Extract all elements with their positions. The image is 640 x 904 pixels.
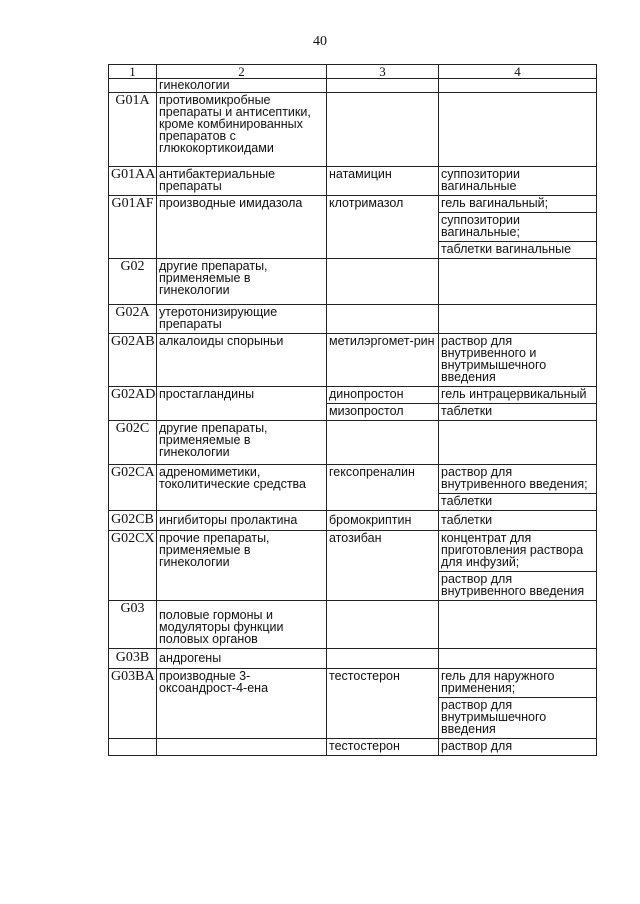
table-row: [109, 167, 597, 196]
drug-cell: [327, 421, 439, 465]
form-cell: суппозитории вагинальные;: [439, 213, 597, 242]
page-number: 40: [313, 34, 327, 49]
table-row: [109, 601, 597, 649]
drug-cell: тестостерон: [327, 739, 439, 756]
code-cell: G02A: [109, 305, 157, 334]
table-row: [109, 669, 597, 698]
name-cell: ингибиторы пролактина: [157, 511, 327, 531]
drug-cell: клотримазол: [327, 196, 439, 259]
table-row: [109, 259, 597, 305]
form-cell: раствор для внутривенного введения: [439, 572, 597, 601]
header-col-3: 3: [327, 65, 439, 79]
name-cell: утеротонизирующие препараты: [157, 305, 327, 334]
drug-cell: бромокриптин: [327, 511, 439, 531]
form-cell: таблетки: [439, 511, 597, 531]
form-cell: раствор для: [439, 739, 597, 756]
code-cell: G01AA: [109, 167, 157, 196]
table-row: [109, 511, 597, 531]
form-cell: [439, 421, 597, 465]
form-cell: таблетки: [439, 494, 597, 511]
code-cell: G03B: [109, 649, 157, 669]
header-col-2: 2: [157, 65, 327, 79]
table-row: [109, 93, 597, 167]
drug-cell: гексопреналин: [327, 465, 439, 511]
code-cell: [109, 79, 157, 93]
name-cell: антибактериальные препараты: [157, 167, 327, 196]
table-row: [109, 465, 597, 494]
name-cell: андрогены: [157, 649, 327, 669]
form-cell: [439, 305, 597, 334]
code-cell: [109, 739, 157, 756]
drug-cell: мизопростол: [327, 404, 439, 421]
form-cell: таблетки вагинальные: [439, 242, 597, 259]
code-cell: G02AD: [109, 387, 157, 421]
name-cell: гинекологии: [157, 79, 327, 93]
form-cell: гель для наружного применения;: [439, 669, 597, 698]
code-cell: G01AF: [109, 196, 157, 259]
form-cell: гель вагинальный;: [439, 196, 597, 213]
drug-cell: [327, 601, 439, 649]
form-cell: [439, 601, 597, 649]
code-cell: G01A: [109, 93, 157, 167]
table-row: [109, 739, 597, 756]
drug-cell: атозибан: [327, 531, 439, 601]
drug-table: [108, 64, 597, 756]
drug-cell: [327, 305, 439, 334]
code-cell: G02CA: [109, 465, 157, 511]
name-cell: производные имидазола: [157, 196, 327, 259]
table-row: [109, 79, 597, 93]
drug-cell: динопростон: [327, 387, 439, 404]
drug-cell: тестостерон: [327, 669, 439, 739]
drug-cell: [327, 259, 439, 305]
form-cell: [439, 649, 597, 669]
code-cell: G02CB: [109, 511, 157, 531]
name-cell: половые гормоны и модуляторы функции половых органов: [157, 601, 327, 649]
name-cell: адреномиметики, токолитические средства: [157, 465, 327, 511]
form-cell: [439, 93, 597, 167]
header-row: [109, 65, 597, 79]
name-cell: производные 3-оксоандрост-4-ена: [157, 669, 327, 739]
code-cell: G03: [109, 601, 157, 649]
name-cell: прочие препараты, применяемые в гинекологии: [157, 531, 327, 601]
name-cell: [157, 739, 327, 756]
code-cell: G02CX: [109, 531, 157, 601]
form-cell: раствор для внутримышечного введения: [439, 698, 597, 739]
drug-cell: [327, 649, 439, 669]
form-cell: гель интрацервикальный: [439, 387, 597, 404]
table-row: [109, 305, 597, 334]
form-cell: раствор для внутривенного введения;: [439, 465, 597, 494]
table-row: [109, 421, 597, 465]
form-cell: суппозитории вагинальные: [439, 167, 597, 196]
name-cell: другие препараты, применяемые в гинекологии: [157, 421, 327, 465]
drug-cell: [327, 79, 439, 93]
code-cell: G02C: [109, 421, 157, 465]
table-row: [109, 387, 597, 404]
drug-cell: [327, 93, 439, 167]
code-cell: G02: [109, 259, 157, 305]
table-row: [109, 531, 597, 572]
name-cell: другие препараты, применяемые в гинекологии: [157, 259, 327, 305]
code-cell: G02AB: [109, 334, 157, 387]
drug-cell: метилэргомет-рин: [327, 334, 439, 387]
form-cell: концентрат для приготовления раствора для инфузий;: [439, 531, 597, 572]
form-cell: [439, 259, 597, 305]
code-cell: G03BA: [109, 669, 157, 739]
form-cell: таблетки: [439, 404, 597, 421]
header-col-1: 1: [109, 65, 157, 79]
drug-cell: натамицин: [327, 167, 439, 196]
table-row: [109, 334, 597, 387]
name-cell: простагландины: [157, 387, 327, 421]
table-row: [109, 196, 597, 213]
header-col-4: 4: [439, 65, 597, 79]
name-cell: алкалоиды спорыньи: [157, 334, 327, 387]
table-row: [109, 649, 597, 669]
form-cell: раствор для внутривенного и внутримышечного введения: [439, 334, 597, 387]
form-cell: [439, 79, 597, 93]
name-cell: противомикробные препараты и антисептики, кроме комбинированных препаратов с глюкокортикоидами: [157, 93, 327, 167]
